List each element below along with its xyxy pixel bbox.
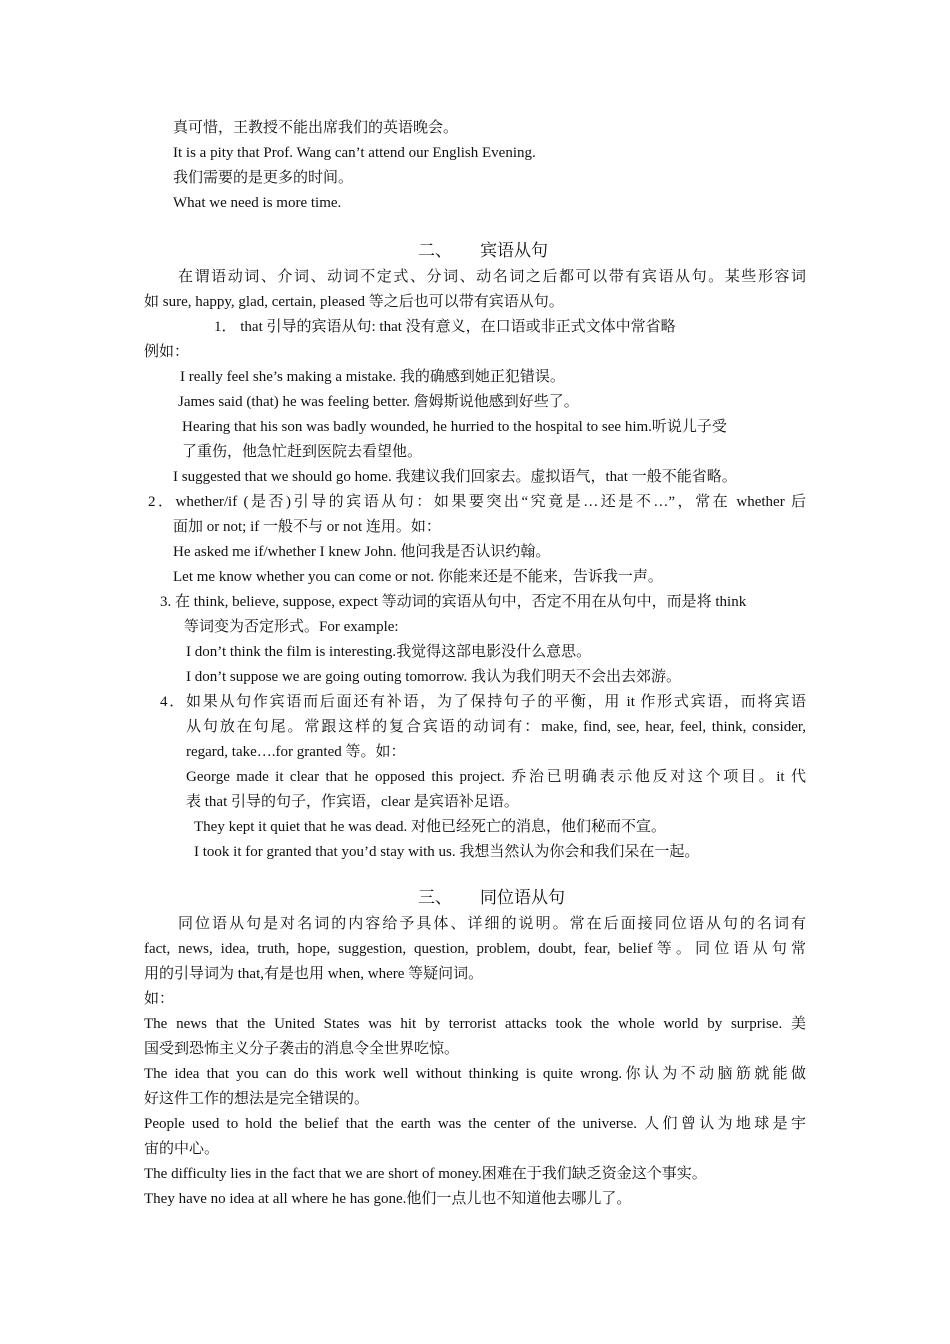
section-2-example-10: They kept it quiet that he was dead. 对他已经死亡的消息，他们秘而不宣。 bbox=[194, 819, 667, 835]
section-2-item-1: 1． that 引导的宾语从句: that 没有意义，在口语或非正式文体中常省略 bbox=[214, 319, 676, 335]
intro-line-1: 真可惜，王教授不能出席我们的英语晚会。 bbox=[173, 120, 459, 136]
section-2-example-7: I don’t think the film is interesting.我觉得这部电影没什么意思。 bbox=[186, 644, 592, 660]
section-2-example-3-line-1: Hearing that his son was badly wounded, he hurried to the hospital to see him.听说儿子受 bbox=[182, 419, 727, 435]
section-2-example-4: I suggested that we should go home. 我建议我们回家去。虚拟语气，that 一般不能省略。 bbox=[173, 469, 737, 485]
section-3-example-4: The difficulty lies in the fact that we are short of money.困难在于我们缺乏资金这个事实。 bbox=[144, 1166, 707, 1182]
section-3-number: 三、 bbox=[418, 888, 452, 907]
section-2-item-2-line-2: 面加 or not; if 一般不与 or not 连用。如： bbox=[173, 519, 441, 535]
section-3-example-3-line-1: People used to hold the belief that the earth was the center of the universe. 人们曾认为地球是宇 bbox=[144, 1116, 806, 1132]
section-2-paragraph-line-1: 在谓语动词、介词、动词不定式、分词、动名词之后都可以带有宾语从句。某些形容词 bbox=[178, 269, 806, 285]
section-3-example-5: They have no idea at all where he has gone.他们一点儿也不知道他去哪儿了。 bbox=[144, 1191, 632, 1207]
section-2-example-label: 例如： bbox=[144, 344, 190, 360]
section-2-number: 二、 bbox=[418, 241, 452, 260]
section-2-item-3-line-1: 3. 在 think, believe, suppose, expect 等动词的宾语从句中，否定不用在从句中，而是将 think bbox=[160, 594, 747, 610]
section-2-item-4-line-3: regard, take….for granted 等。如： bbox=[186, 744, 406, 760]
section-3-example-2-line-1: The idea that you can do this work well without thinking is quite wrong.你认为不动脑筋就能做 bbox=[144, 1066, 806, 1082]
section-3-heading bbox=[418, 885, 565, 911]
section-2-example-2: James said (that) he was feeling better. 詹姆斯说他感到好些了。 bbox=[178, 394, 579, 410]
section-3-paragraph-line-3: 用的引导词为 that,有是也用 when, where 等疑问词。 bbox=[144, 966, 484, 982]
intro-line-4: What we need is more time. bbox=[173, 195, 342, 211]
section-2-item-3-line-2: 等词变为否定形式。For example: bbox=[184, 619, 399, 635]
section-3-example-label: 如： bbox=[144, 991, 175, 1007]
section-2-example-9-line-1: George made it clear that he opposed this project. 乔治已明确表示他反对这个项目。it 代 bbox=[186, 769, 806, 785]
section-2-example-11: I took it for granted that you’d stay with us. 我想当然认为你会和我们呆在一起。 bbox=[194, 844, 700, 860]
section-3-example-2-line-2: 好这件工作的想法是完全错误的。 bbox=[144, 1091, 370, 1107]
section-2-heading bbox=[418, 238, 548, 264]
section-2-item-4-line-2: 从句放在句尾。常跟这样的复合宾语的动词有：make, find, see, hear, feel, think, consider, bbox=[186, 719, 806, 735]
section-2-item-4-line-1: 4．如果从句作宾语而后面还有补语，为了保持句子的平衡，用 it 作形式宾语，而将宾语 bbox=[160, 694, 806, 710]
section-2-paragraph-line-2: 如 sure, happy, glad, certain, pleased 等之后也可以带有宾语从句。 bbox=[144, 294, 564, 310]
section-2-example-9-line-2: 表 that 引导的句子，作宾语，clear 是宾语补足语。 bbox=[186, 794, 519, 810]
section-2-example-1: I really feel she’s making a mistake. 我的确感到她正犯错误。 bbox=[180, 369, 565, 385]
section-3-example-1-line-1: The news that the United States was hit by terrorist attacks took the whole world by surprise. 美 bbox=[144, 1016, 806, 1032]
section-3-example-3-line-2: 宙的中心。 bbox=[144, 1141, 220, 1157]
intro-line-3: 我们需要的是更多的时间。 bbox=[173, 170, 354, 186]
section-2-item-2-line-1: 2．whether/if (是否)引导的宾语从句：如果要突出“究竟是…还是不…”，常在 whether 后 bbox=[148, 494, 806, 510]
intro-line-2: It is a pity that Prof. Wang can’t attend our English Evening. bbox=[173, 145, 536, 161]
section-3-paragraph-line-2: fact, news, idea, truth, hope, suggestion, question, problem, doubt, fear, belief等。同位语从句常 bbox=[144, 941, 806, 957]
section-2-example-8: I don’t suppose we are going outing tomorrow. 我认为我们明天不会出去郊游。 bbox=[186, 669, 681, 685]
section-3-paragraph-line-1: 同位语从句是对名词的内容给予具体、详细的说明。常在后面接同位语从句的名词有 bbox=[178, 916, 806, 932]
section-2-example-5: He asked me if/whether I knew John. 他问我是否认识约翰。 bbox=[173, 544, 551, 560]
section-3-title: 同位语从句 bbox=[480, 888, 565, 907]
section-2-example-3-line-2: 了重伤，他急忙赶到医院去看望他。 bbox=[182, 444, 423, 460]
section-2-title: 宾语从句 bbox=[480, 241, 548, 260]
section-3-example-1-line-2: 国受到恐怖主义分子袭击的消息令全世界吃惊。 bbox=[144, 1041, 460, 1057]
section-2-example-6: Let me know whether you can come or not. 你能来还是不能来，告诉我一声。 bbox=[173, 569, 663, 585]
